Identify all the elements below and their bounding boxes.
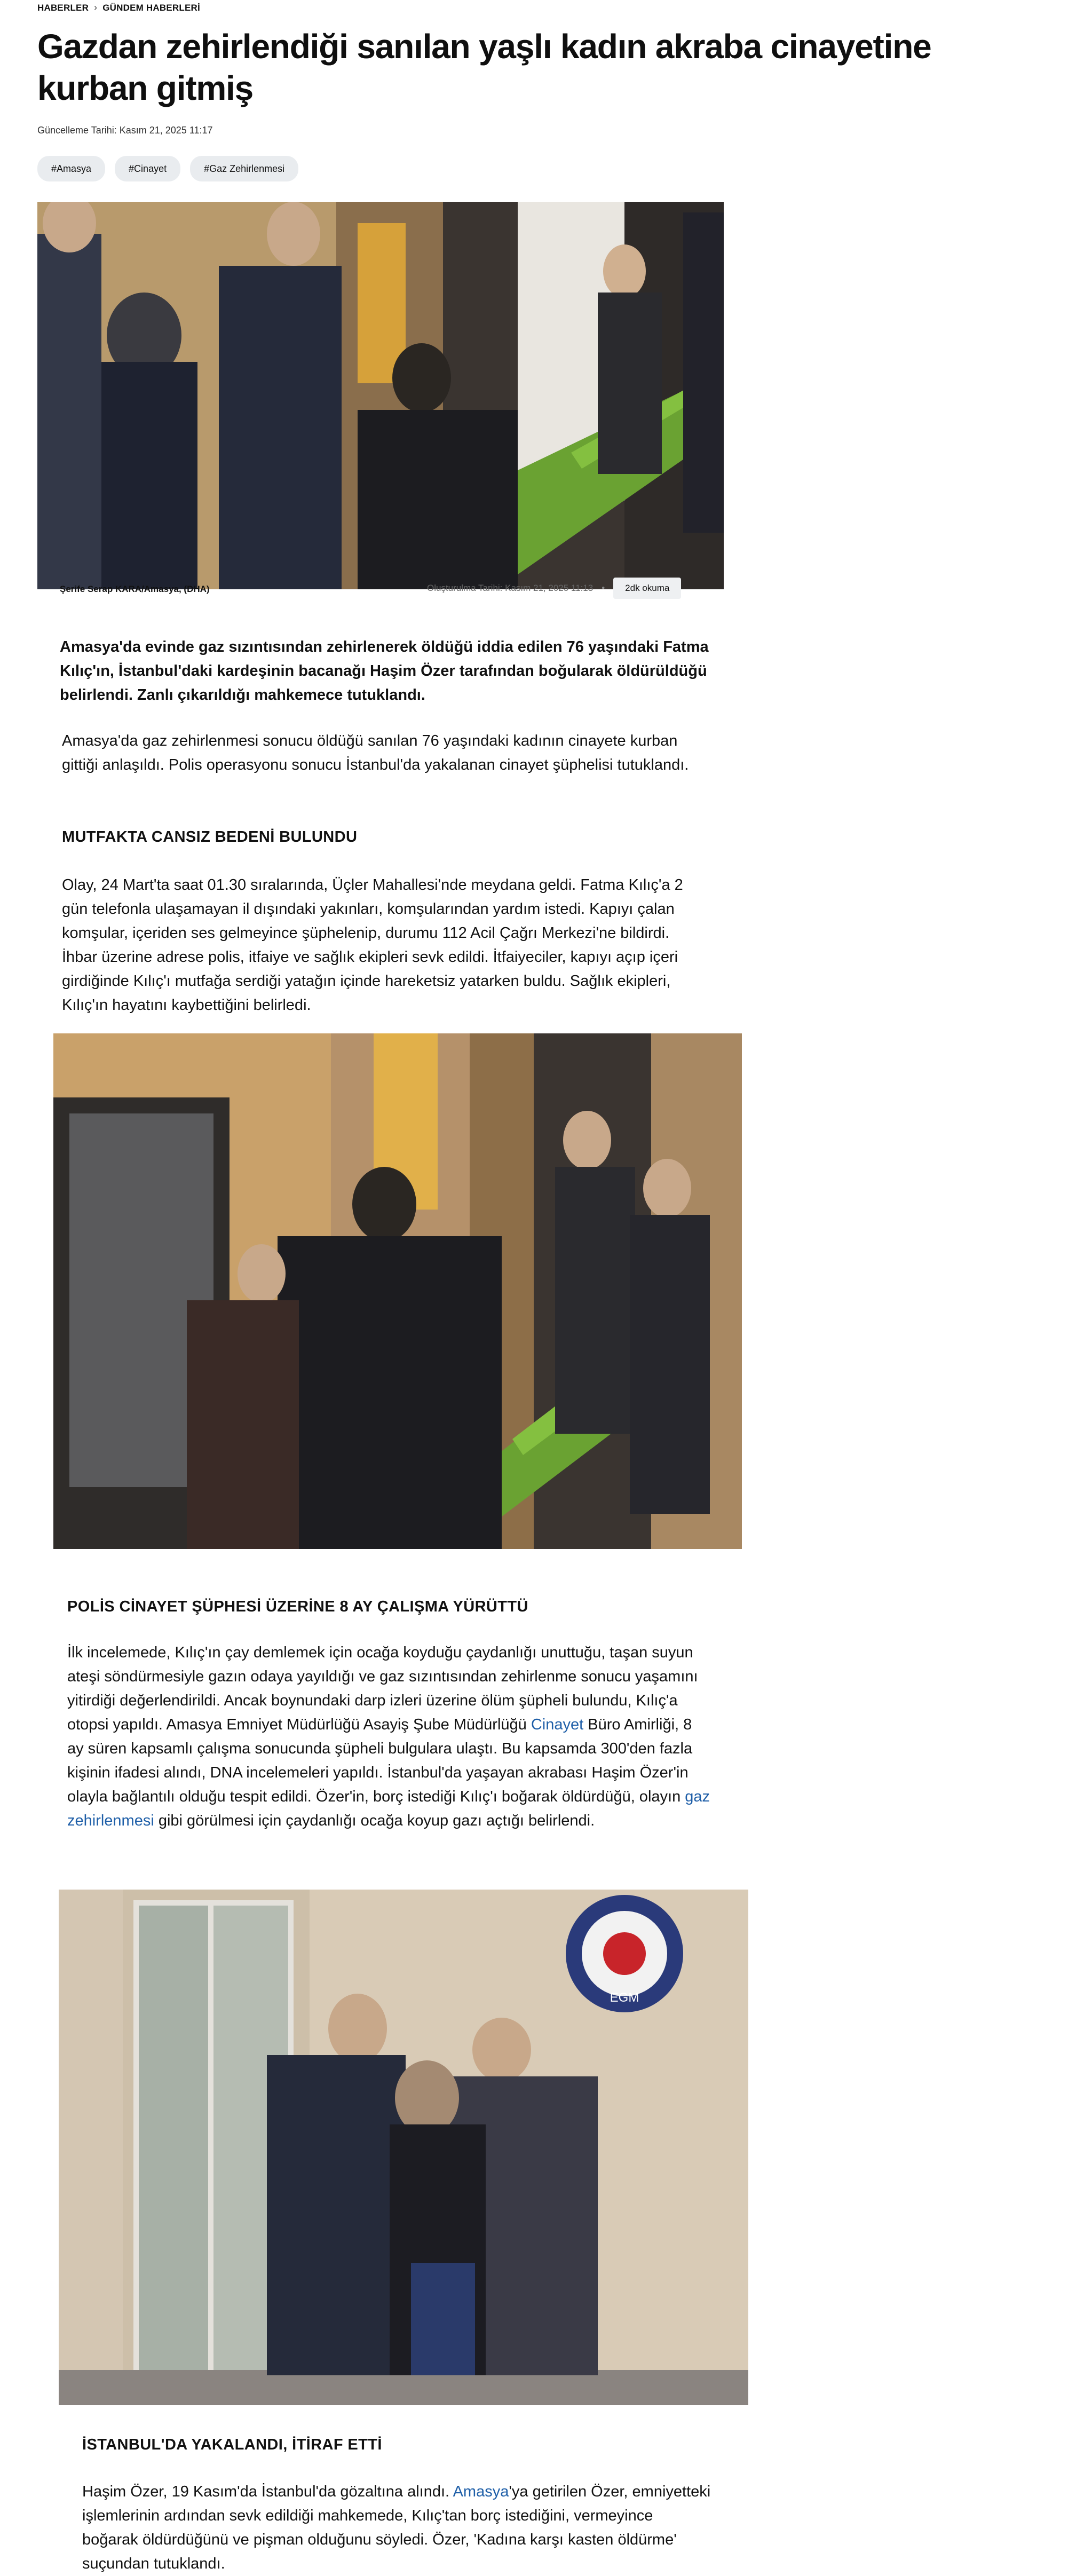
page-title: Gazdan zehirlendiği sanılan yaşlı kadın akraba cinayetine kurban gitmiş (37, 27, 931, 107)
gaz-zehirlenmesi-link[interactable]: gaz zehirlenmesi (67, 1788, 710, 1829)
section-heading: İSTANBUL'DA YAKALANDI, İTİRAF ETTİ (82, 2436, 382, 2453)
breadcrumb-gundem-link[interactable]: GÜNDEM HABERLERİ (102, 2, 200, 13)
updated-date: Güncelleme Tarihi: Kasım 21, 2025 11:17 (37, 125, 213, 136)
breadcrumb (37, 2, 200, 13)
read-time-badge: 2dk okuma (613, 578, 681, 599)
article-photo[interactable] (59, 1890, 748, 2405)
author-byline: Şerife Serap KARA/Amasya, (DHA) (60, 584, 210, 594)
section-text (67, 1641, 710, 1833)
section-text-part: gibi görülmesi için çaydanlığı ocağa koyup gazı açtığı belirlendi. (154, 1812, 595, 1829)
created-date: Oluşturulma Tarihi: Kasım 21, 2025 11:13 (427, 583, 594, 593)
section-text-part: İlk incelemede, Kılıç'ın çay demlemek için ocağa koyduğu çaydanlığı unuttuğu, taşan suyun ateşi söndürmesiyle gazın odaya yayıldığı ve gaz sızıntısından zehirlenme sonucu yaşamını yitirdiği değerlendirildi. Ancak boynundaki darp izleri üzerine ölüm şüpheli bulundu, Kılıç'a otopsi yapıldı. Amasya Emniyet Müdürlüğü Asayiş Şube Müdürlüğü (67, 1644, 698, 1733)
section-text-part: 'ya getirilen Özer, emniyetteki işlemlerinin ardından sevk edildiği mahkemede, Kılıç'tan borç istediğini, vermeyince boğarak öldürdüğünü ve pişman olduğunu söyledi. Özer, 'Kadına karşı kasten öldürme' suçundan tutuklandı. (82, 2483, 711, 2572)
tag-cinayet[interactable]: #Cinayet (115, 156, 180, 181)
article-photo[interactable] (53, 1033, 742, 1549)
section-heading: MUTFAKTA CANSIZ BEDENİ BULUNDU (62, 828, 358, 846)
chevron-right-icon: › (94, 2, 98, 13)
article-lead: Amasya'da evinde gaz sızıntısından zehirlenerek öldüğü iddia edilen 76 yaşındaki Fatma Kılıç'ın, İstanbul'daki kardeşinin bacanağı Haşim Özer tarafından boğularak öldürüldüğü belirlendi. Zanlı çıkarıldığı mahkemece tutuklandı. (60, 638, 709, 704)
section-text (82, 2480, 712, 2576)
tag-amasya[interactable]: #Amasya (37, 156, 105, 181)
seal-text: EGM (610, 1990, 639, 2005)
section-text-part: Büro Amirliği, 8 ay süren kapsamlı çalışma sonucunda şüpheli bulgulara ulaştı. Bu kapsamda 300'den fazla kişinin ifadesi alındı, DNA incelemeleri yapıldı. İstanbul'da yaşayan akrabası Haşim Özer'in olayla bağlantılı olduğu tespit edildi. Özer'in, borç istediği Kılıç'ı boğarak öldürdüğü, olayın (67, 1716, 693, 1805)
tag-list (37, 156, 298, 181)
main-photo[interactable] (37, 202, 724, 589)
breadcrumb-haberler-link[interactable]: HABERLER (37, 2, 89, 13)
amasya-link[interactable]: Amasya (453, 2483, 509, 2500)
article-meta (427, 578, 681, 599)
article-intro: Amasya'da gaz zehirlenmesi sonucu öldüğü sanılan 76 yaşındaki kadının cinayete kurban gittiği anlaşıldı. Polis operasyonu sonucu İstanbul'da yakalanan cinayet şüphelisi tutuklandı. (62, 732, 689, 773)
section-heading: POLİS CİNAYET ŞÜPHESİ ÜZERİNE 8 AY ÇALIŞMA YÜRÜTTÜ (67, 1598, 528, 1615)
tag-gaz-zehirlenmesi[interactable]: #Gaz Zehirlenmesi (190, 156, 298, 181)
section-text: Olay, 24 Mart'ta saat 01.30 sıralarında, Üçler Mahallesi'nde meydana geldi. Fatma Kılıç'a 2 gün telefonla ulaşamayan il dışındaki yakınları, komşularından yardım istedi. Kapıyı çalan komşular, içeriden ses gelmeyince şüphelenip, durumu 112 Acil Çağrı Merkezi'ne bildirdi. İhbar üzerine adrese polis, itfaiye ve sağlık ekipleri sevk edildi. İtfaiyeciler, kapıyı açıp içeri girdiğinde Kılıç'ı mutfağa serdiği yatağın içinde hareketsiz yatarken buldu. Sağlık ekipleri, Kılıç'ın hayatını kaybettiğini belirledi. (62, 876, 683, 1014)
dot-separator-icon: • (602, 583, 605, 593)
section-text-part: Haşim Özer, 19 Kasım'da İstanbul'da gözaltına alındı. (82, 2483, 453, 2500)
cinayet-link[interactable]: Cinayet (531, 1716, 584, 1733)
